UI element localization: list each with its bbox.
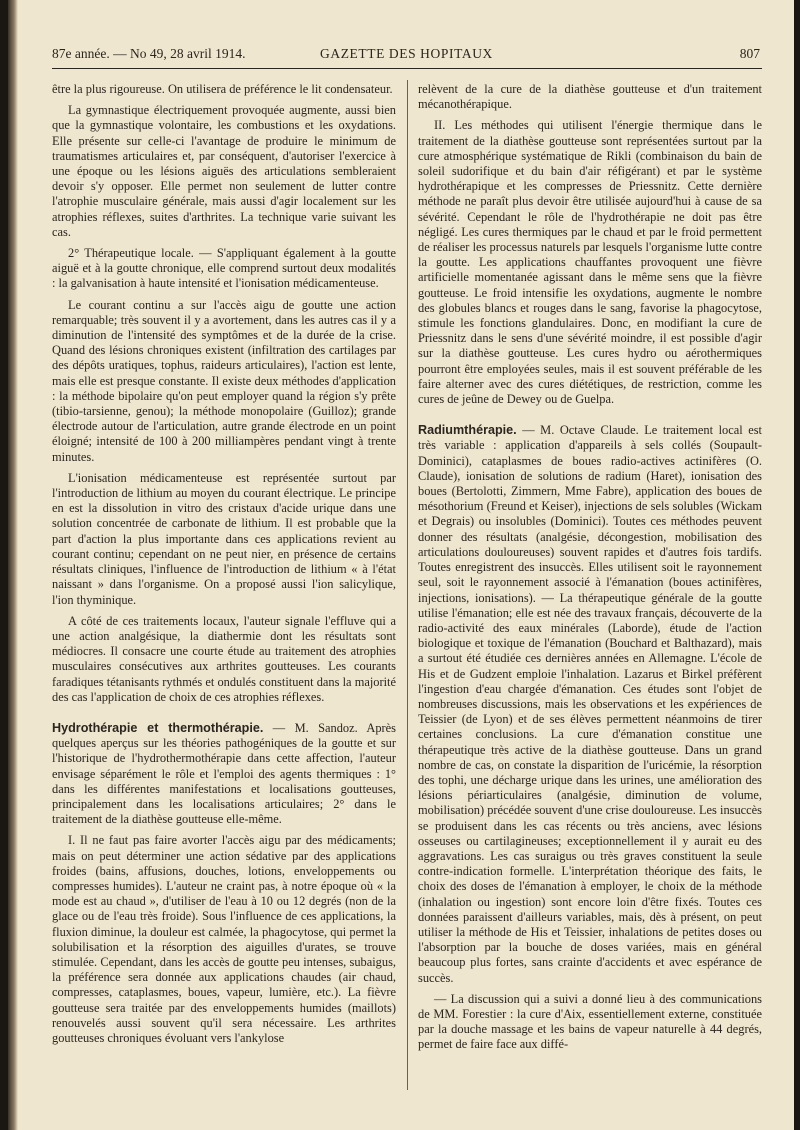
paragraph: 2° Thérapeutique locale. — S'appliquant également à la goutte aiguë et à la goutte chronique, elle comprend surtout deux modalités : la galvanisation à haute intensité et l'ionisation médicamenteuse. xyxy=(52,246,396,291)
section-intro-text: — M. Sandoz. Après quelques aperçus sur les théories pathogéniques de la goutte et sur l'historique de l'hydrothermothérapie dans cette affection, l'auteur envisage séparément le rôle et l'emploi des agents thermiques : 1° dans les différentes manifestations et localisations goutteuses, principalement dans les localisations articulaires; 2° dans le traitement de la diathèse goutteuse elle-même. xyxy=(52,720,397,827)
section-spacer xyxy=(52,711,396,721)
paragraph: relèvent de la cure de la diathèse goutteuse et d'un traitement mécanothérapique. xyxy=(418,82,762,112)
section-intro xyxy=(52,721,396,827)
column-divider xyxy=(407,80,408,1090)
left-column xyxy=(52,82,396,1052)
paragraph: I. Il ne faut pas faire avorter l'accès aigu par des médicaments; mais on peut déterminer une action sédative par des applications froides (bains, affusions, douches, lotions, enveloppements ou compresses humides). L'auteur ne craint pas, à notre époque où « la mode est au chaud », d'utiliser de l'eau à 10 ou 12 degrés (non de la glace ou de l'eau très froide). Sous l'influence de ces applications, la fluxion diminue, la douleur est calmée, la phagocytose, qui permet la solubilisation et la résorption des aiguilles d'urates, se trouve stimulée. Cependant, dans les accès de goutte peu intenses, subaigus, la préférence sera donnée aux applications chaudes (air chaud, compresses, cataplasmes, boues, vapeur, lumière, etc.). La fièvre goutteuse sera traitée par des enveloppements humides (maillots) renouvelés aussi souvent qu'il sera nécessaire. Les arthrites goutteuses chroniques évoluant vers l'ankylose xyxy=(52,833,396,1045)
issue-info: 87e année. — No 49, 28 avril 1914. xyxy=(52,46,246,61)
paragraph: Le courant continu a sur l'accès aigu de goutte une action remarquable; très souvent il y a avortement, dans les autres cas il y a diminution de l'intensité des symptômes et de la durée de la crise. Quand des lésions chroniques existent (infiltration des cartilages par des dépôts uratiques, tophus, raideurs articulaires), l'action est lente, mais elle est presque constante. Il existe deux méthodes d'application : la méthode bipolaire qu'on peut employer quand la région s'y prête (tibio-tarsienne, genou); la méthode monopolaire (Guilloz); grande électrode autour de l'articulation, autre grande électrode en un point éloigné; intensité de 100 à 200 milliampères pendant vingt à trente minutes. xyxy=(52,297,396,464)
section-intro-text: — M. Octave Claude. Le traitement local est très variable : application d'appareils à sels collés (Soupault-Dominici), cataplasmes de boues radio-actives actinifères (O. Claude), ionisation de solutions de radium (Haret), ionisation des boues (Bertolotti, Zimmern, Mme Fabre), application des boues de mésothorium (Freund et Keiser), injections de sels solubles (Wickam et Degrais) ou insolubles (Dominici). Toutes ces méthodes peuvent donner des résultats (analgésie, décongestion, mobilisation des articulations douloureuses) souvent rapides et d'autres fois tardifs. Toutes enregistrent des insuccès. Elles utilisent soit le rayonnement seul, soit le rayonnement associé à l'émanation (boues actinifères, injections, ionisations). — La thérapeutique générale de la goutte utilise l'émanation; elle est née des travaux français, découverte de la radio-activité des eaux minérales (Laborde), étude de l'action biologique et toxique de l'émanation (Bouchard et Balthazard), mais a surtout été étudiée ces dernières années en Allemagne. L'école de His et de Gudzent emploie l'inhalation. Lazarus et Birkel préfèrent l'ingestion d'eau chargée d'émanation. Ces études sont l'objet de nombreuses discussions, mais les observations et les expériences de Teissier (de Lyon) et de ses élèves permettent néanmoins de tirer certaines conclusions. La cure d'émanation constitue une thérapeutique très active de la diathèse goutteuse. Dans un grand nombre de cas, on constate la disparition de l'uricémie, la résorption des tophi, une décharge urique dans les urines, une amélioration des lésions périarticulaires (analgésie, diminution de volume, mobilisation) précédée souvent d'une crise douloureuse. Les insuccès se produisent dans les cas récents ou très anciens, avec lésions osseuses ou cartilagineuses; exceptionnellement il y aurait eu des aggravations. Les cas suraigus ou très graves constituent la seule contre-indication formelle. L'interprétation théorique des faits, le choix des doses de l'émanation à employer, le choix de la méthode (inhalation ou ingestion) sont encore loin d'être fixés. Toutes ces données paraissent d'ailleurs variables, mais, dès à présent, on peut utiliser la méthode de His et Teissier, inhalations de petites doses ou l'absorption par la bouche de doses variées, mais en général beaucoup plus fortes, sans crainte d'accidents et avec espérance de succès. xyxy=(418,423,763,985)
paragraph: — La discussion qui a suivi a donné lieu à des communications de MM. Forestier : la cure d'Aix, essentiellement externe, constituée par la douche massage et les bains de vapeur naturelle à 44 degrés, permet de faire face aux diffé- xyxy=(418,991,762,1052)
paragraph: II. Les méthodes qui utilisent l'énergie thermique dans le traitement de la diathèse goutteuse sont représentées surtout par la cure atmosphérique systématique de Rikli (combinaison du bain de soleil sudorifique et du bain d'air réfigérant) et par le système hydrothérapique et les compresses de Priessnitz. Cette dernière méthode ne paraît plus devoir être utilisée aujourd'hui à cause de sa sévérité. Cependant le rôle de l'hydrothérapie ne doit pas être négligé. Les cures thermiques par le chaud et par le froid permettent de réaliser les processus naturels par lesquels l'organisme lutte contre la goutte. Les applications chauffantes provoquent une fièvre artificielle momentanée agissant dans le même sens que la fièvre goutteuse. Le froid intensifie les oxydations, augmente le nombre des globules blancs et rouges dans le sang, favorise la phagocytose, stimule les fonctions glandulaires. Donc, en modifiant la cure de Priessnitz dans le sens d'une sévérité moindre, il est possible d'agir sur la diathèse goutteuse. Les cures hydro ou aérothermiques pourront être employées seules, mais il est souvent préférable de les faire alterner avec des cures diététiques, de restriction, comme les cures de jeûne de Dewey ou de Guelpa. xyxy=(418,118,762,407)
journal-title: GAZETTE DES HOPITAUX xyxy=(320,46,493,61)
paragraph: La gymnastique électriquement provoquée augmente, aussi bien que la gymnastique volontaire, les combustions et les oxydations. Elle présente sur celle-ci l'avantage de produire le minimum de traumatismes articulaires et, par conséquent, d'autoriser l'exercice à une époque ou les lésions aiguës des articulations sembleraient devoir s'y opposer. Elle permet non seulement de lutter contre l'atrophie musculaire générale, mais aussi d'agir localement sur les atrophies réflexes, suites d'arthrites. La technique varie suivant les cas. xyxy=(52,103,396,239)
page-number: 807 xyxy=(739,46,760,61)
right-column xyxy=(418,82,762,1059)
section-heading: Radiumthérapie. xyxy=(418,423,517,438)
paragraph: A côté de ces traitements locaux, l'auteur signale l'effluve qui a une action analgésique, la diathermie dont les résultats sont médiocres. Il consacre une courte étude au traitement des atrophies musculaires consécutives aux arthrites goutteuses. Les courants faradiques tétanisants rythmés et ondulés constituent dans la majorité des cas l'application de choix de ces atrophies réflexes. xyxy=(52,613,396,704)
section-spacer xyxy=(418,413,762,423)
running-header xyxy=(52,46,774,68)
page-spine xyxy=(8,0,18,1130)
section-intro xyxy=(418,423,762,986)
section-heading: Hydrothérapie et thermothérapie. xyxy=(52,720,264,735)
journal-page xyxy=(8,0,794,1130)
paragraph: être la plus rigoureuse. On utilisera de préférence le lit condensateur. xyxy=(52,82,393,96)
paragraph: L'ionisation médicamenteuse est représentée surtout par l'introduction de lithium au moyen du courant électrique. Le principe en est la dissolution in vitro des cristaux d'acide urique dans une solution concentrée de carbonate de lithium. Il est probable que la part d'action la plus importante dans ces applications revient au courant continu; cependant on ne peut nier, en présence de certains résultats cliniques, l'influence de l'introduction de lithium « à l'état naissant » dans l'organisme. On a proposé aussi l'ion salicylique, l'ion thyminique. xyxy=(52,470,396,607)
header-rule xyxy=(52,68,762,69)
